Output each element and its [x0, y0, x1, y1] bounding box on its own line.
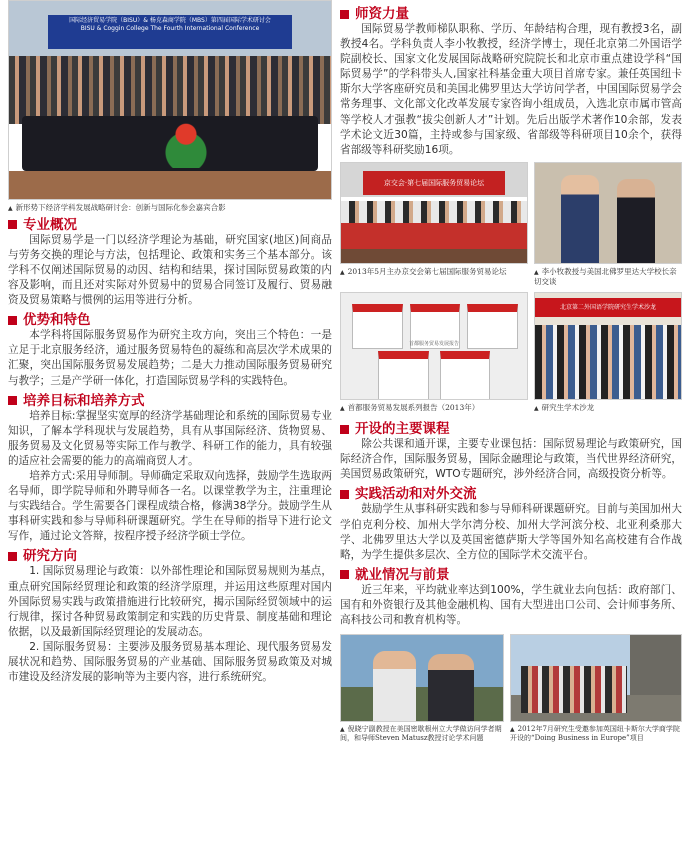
- salon-photo: [534, 292, 682, 400]
- triangle-icon: ▲: [8, 205, 13, 212]
- photo-row-1: [340, 162, 682, 287]
- right-column: [340, 0, 682, 743]
- report-photo: [340, 292, 528, 400]
- faculty-text: 国际贸易学教师梯队职称、学历、年龄结构合理，现有教授3名，副教授4名。学科负责人李小牧教授，经济学博士，现任北京第二外国语学院副校长、国家文化发展国际战略研究院院长和北京市重点建设学科“国际贸易学”的学科带头人,国家社科基金重大项目首席专家。兼任英国纽卡斯尔大学客座研究员和美国北佛罗里达大学访问学者，中国国际贸易学会常务理事、文化部文化改革发展专家咨询小组成员，入选北京市属市管高等学校人才强教“拔尖创新人才”计划。先后出版学术著作10余部，发表学术论文近30篇，主持或参与国家级、省部级等科研项目10余个，获得省部级等科研奖励16项。: [340, 23, 682, 156]
- training-goal-text: 培养目标:掌握坚实宽厚的经济学基础理论和系统的国际贸易专业知识，了解本学科现状与发展趋势，具有从事国际经济、货物贸易、服务贸易及文化贸易等实际工作与教学、科研工作的能力，具有较强的适应社会需要的能力的高端商贸人才。: [8, 409, 332, 467]
- overview-text: 国际贸易学是一门以经济学理论为基础，研究国家(地区)间商品与劳务交换的理论与方法，包括理论、政策和实务三个基本部分。该学科不仅阐述国际贸易的动因、结构和结果，探讨国际贸易政策的内容及影响，而且还对实际对外贸易中的贸易合同签订及履行、贸易融资及贸易策略与惯例的运用等进行分析。: [8, 233, 332, 307]
- faculty-heading: 师资力量: [340, 6, 682, 22]
- employment-text: 近三年来，平均就业率达到100%，学生就业去向包括：政府部门、国有和外资银行及其他金融机构、国有大型进出口公司、会计师事务所、高科技公司和教育机构等。: [340, 583, 682, 627]
- triangle-icon: ▲: [340, 268, 345, 276]
- square-bullet-icon: [340, 490, 349, 499]
- triangle-icon: ▲: [340, 405, 345, 413]
- conference-banner: [48, 15, 293, 49]
- report-caption: ▲ 首都服务贸易发展系列报告（2013年）: [340, 403, 480, 413]
- triangle-icon: ▲: [510, 726, 515, 734]
- triangle-icon: ▲: [534, 268, 539, 276]
- forum-banner: 京交会·第七届国际服务贸易论坛: [363, 171, 504, 195]
- uk-program-photo: [510, 634, 682, 722]
- training-heading: 培养目标和培养方式: [8, 393, 332, 409]
- salon-caption: ▲ 研究生学术沙龙: [534, 403, 595, 413]
- training-method-text: 培养方式:采用导师制。导师确定采取双向选择，鼓励学生选取两名导师，即学院导师和外聘导师各一名。以课堂教学为主，注重理论与实践结合。学生需要各门课程成绩合格，修满38学分。鼓励学生从事科研实践和参与导师科研课题研究。学生在导师的指导下进行论文写作，通过论文答辩，按程序授予经济学硕士学位。: [8, 470, 332, 543]
- visiting-scholar-caption: ▲ 倪晓宁副教授在美国密歇根州立大学做访问学者期间，和导师Steven Matusz教授讨论学术问题: [340, 725, 502, 743]
- uk-program-caption: ▲ 2012年7月研究生受邀参加英国纽卡斯尔大学商学院开设的“Doing Business in Europe”项目: [510, 725, 680, 743]
- photo-row-3: [340, 634, 682, 743]
- photo-row-2: [340, 292, 682, 413]
- overview-heading: 专业概况: [8, 217, 332, 233]
- report-cover-label: 首都服务贸易发展报告: [408, 341, 459, 348]
- square-bullet-icon: [8, 552, 17, 561]
- meeting-caption: ▲ 李小牧教授与美国北佛罗里达大学校长亲切交谈: [534, 266, 677, 286]
- courses-text: 除公共课和通开课，主要专业课包括：国际贸易理论与政策研究，国际经济合作，国际服务贸易，国际金融理论与政策，当代世界经济研究，美国贸易政策研究，WTO专题研究，涉外经济合同，高级投资分析等。: [340, 438, 682, 481]
- square-bullet-icon: [8, 396, 17, 405]
- courses-heading: 开设的主要课程: [340, 421, 682, 437]
- conference-caption: ▲ 新形势下经济学科发展战略研讨会：创新与国际化参会嘉宾合影: [8, 203, 226, 212]
- flower-decoration: [164, 116, 208, 168]
- advantages-heading: 优势和特色: [8, 312, 332, 328]
- salon-banner: 北京第二外国语学院研究生学术沙龙: [535, 298, 681, 317]
- conference-photo: [8, 0, 332, 200]
- banner-line-cn: 国际经济贸易学院（BISU）& 杨克森商学院（MBS）第四届国际学术研讨会: [69, 16, 271, 24]
- practice-heading: 实践活动和对外交流: [340, 486, 682, 502]
- visiting-scholar-photo: [340, 634, 504, 722]
- employment-heading: 就业情况与前景: [340, 567, 682, 583]
- forum-caption: ▲ 2013年5月主办京交会第七届国际服务贸易论坛: [340, 266, 507, 276]
- square-bullet-icon: [340, 425, 349, 434]
- meeting-photo: [534, 162, 682, 264]
- square-bullet-icon: [340, 570, 349, 579]
- forum-photo: [340, 162, 528, 264]
- banner-line-en: BISU & Coggin College The Fourth International Conference: [80, 24, 260, 32]
- square-bullet-icon: [8, 220, 17, 229]
- left-column: [8, 0, 332, 685]
- research-item-2: 2. 国际服务贸易：主要涉及服务贸易基本理论、现代服务贸易发展状况和趋势、国际服务贸易的产业基础、国际服务贸易政策及对城市建设及经济发展的影响等为主要内容，进行系统研究。: [8, 640, 332, 684]
- square-bullet-icon: [340, 10, 349, 19]
- triangle-icon: ▲: [340, 726, 345, 734]
- square-bullet-icon: [8, 316, 17, 325]
- research-item-1: 1. 国际贸易理论与政策：以外部性理论和国际贸易规则为基点，重点研究国际经贸理论和政策的经济学原理，并运用这些原理对国内外国际贸易实践与政策措施进行比较研究，揭示国际经贸领域中的运行规律，探讨各种贸易政策制定和实践的历史背景、制度基础和理论依据，以及最新国际经贸理论的发展动态。: [8, 565, 332, 638]
- practice-text: 鼓励学生从事科研实践和参与导师科研课题研究。目前与美国加州大学伯克利分校、加州大学尔湾分校、加州大学河滨分校、北亚利桑那大学、北佛罗里达大学以及英国密德萨斯大学等国外知名高校建有合作战略，为学生提供多层次、全方位的国际学术交流平台。: [340, 503, 682, 561]
- advantages-text: 本学科将国际服务贸易作为研究主攻方向，突出三个特色：一是立足于北京服务经济，通过服务贸易特色的凝练和高层次学术成果的汇聚，突出国际服务贸易发展趋势；二是大力推动国际服务贸易研究与教学；三是产学研一体化，打造国际贸易学科的实践特色。: [8, 329, 332, 387]
- triangle-icon: ▲: [534, 405, 539, 413]
- research-heading: 研究方向: [8, 548, 332, 564]
